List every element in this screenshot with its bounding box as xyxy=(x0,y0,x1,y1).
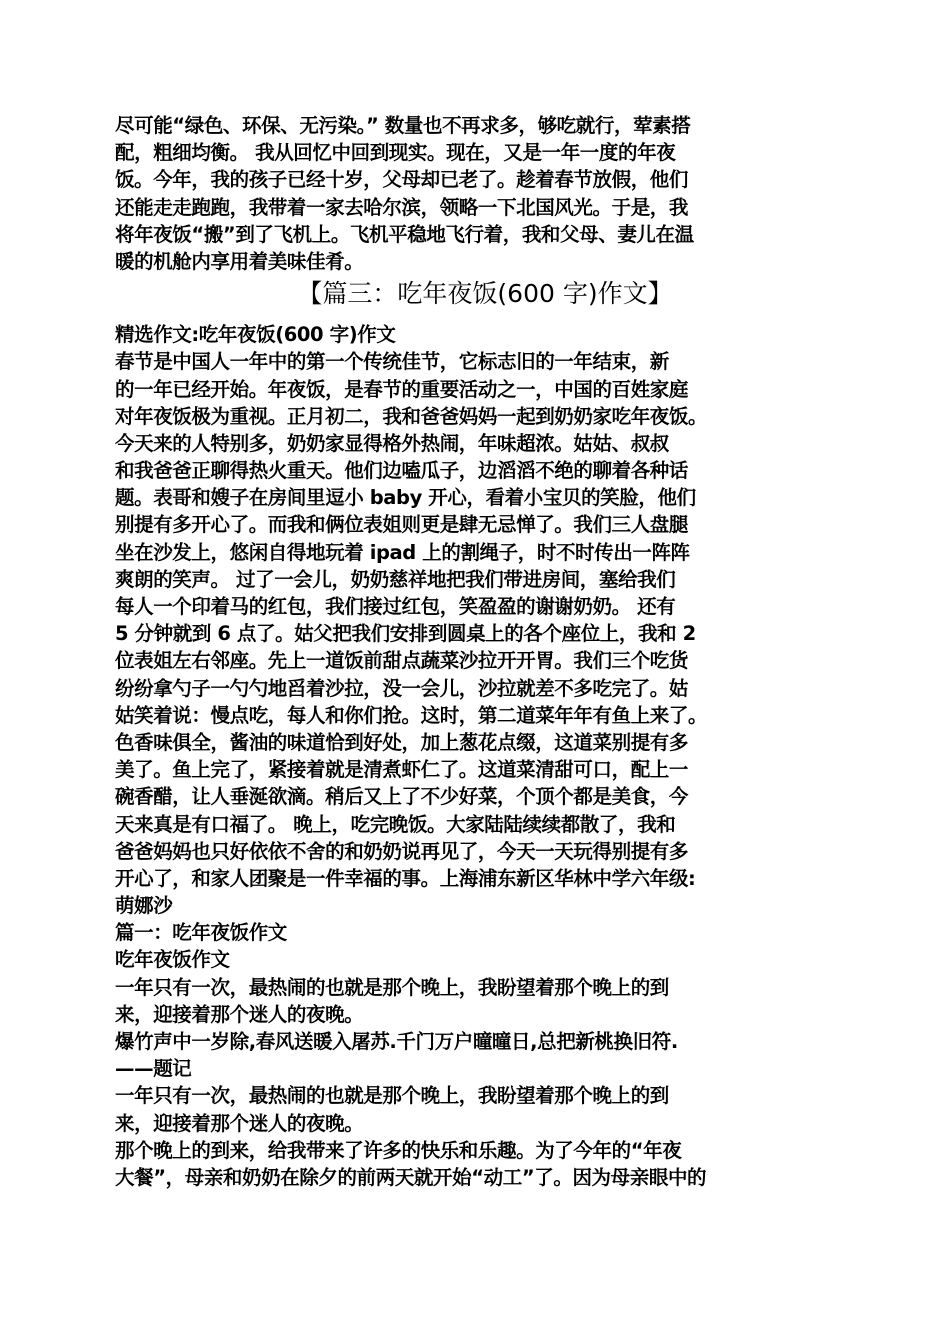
text-line: 今天来的人特别多，奶奶家显得格外热闹，年味超浓。姑姑、叔叔 xyxy=(115,431,669,455)
text-line: 将年夜饭“搬”到了飞机上。飞机平稳地飞行着，我和父母、妻儿在温 xyxy=(115,222,694,246)
intro-paragraph xyxy=(115,112,855,275)
text-line: 大餐”，母亲和奶奶在除夕的前两天就开始“动工”了。因为母亲眼中的 xyxy=(115,1165,707,1189)
section-heading: 篇一：吃年夜饭作文 xyxy=(115,921,287,945)
poem-line: 爆竹声中一岁除,春风送暖入屠苏.千门万户曈曈日,总把新桃换旧符. xyxy=(115,1030,678,1053)
text-line: 题。表哥和嫂子在房间里逗小 baby 开心，看着小宝贝的笑脸，他们 xyxy=(115,486,696,510)
text-line: 暖的机舱内享用着美味佳肴。 xyxy=(115,249,364,273)
text-line: 天来真是有口福了。 晚上，吃完晚饭。大家陆陆续续都散了，我和 xyxy=(115,812,676,836)
text-line: 对年夜饭极为重视。正月初二，我和爸爸妈妈一起到奶奶家吃年夜饭。 xyxy=(115,404,708,428)
text-line: 别提有多开心了。而我和俩位表姐则更是肆无忌惮了。我们三人盘腿 xyxy=(115,513,689,537)
text-line: 那个晚上的到来，给我带来了许多的快乐和乐趣。为了今年的“年夜 xyxy=(115,1138,682,1162)
text-line: 坐在沙发上，悠闲自得地玩着 ipad 上的割绳子，时不时传出一阵阵 xyxy=(115,540,690,564)
text-line: 饭。今年，我的孩子已经十岁，父母却已老了。趁着春节放假，他们 xyxy=(115,168,689,192)
text-line: 尽可能“绿色、环保、无污染。” 数量也不再求多，够吃就行，荤素搭 xyxy=(115,114,691,137)
text-line: 春节是中国人一年中的第一个传统佳节，它标志旧的一年结束，新 xyxy=(115,350,669,374)
text-line: 一年只有一次，最热闹的也就是那个晚上，我盼望着那个晚上的到 xyxy=(115,975,669,999)
text-line: 和我爸爸正聊得热火重天。他们边嗑瓜子，边滔滔不绝的聊着各种话 xyxy=(115,459,689,483)
essay-body xyxy=(115,321,855,1191)
text-line: 配，粗细均衡。 我从回忆中回到现实。现在，又是一年一度的年夜 xyxy=(115,141,676,165)
essay-subtitle: 精选作文:吃年夜饭(600 字)作文 xyxy=(115,323,396,347)
text-line: 一年只有一次，最热闹的也就是那个晚上，我盼望着那个晚上的到 xyxy=(115,1084,669,1108)
text-line: 5 分钟就到 6 点了。姑父把我们安排到圆桌上的各个座位上，我和 2 xyxy=(115,622,696,646)
text-line: 还能走走跑跑，我带着一家去哈尔滨，领略一下北国风光。于是，我 xyxy=(115,195,689,219)
text-line: 位表姐左右邻座。先上一道饭前甜点蔬菜沙拉开开胃。我们三个吃货 xyxy=(115,649,689,673)
text-line: 纷纷拿勺子一勺勺地舀着沙拉，没一会儿，沙拉就差不多吃完了。姑 xyxy=(115,676,689,700)
essay-subtitle: 吃年夜饭作文 xyxy=(115,948,230,972)
text-line: 每人一个印着马的红包，我们接过红包，笑盈盈的谢谢奶奶。 还有 xyxy=(115,595,676,618)
document-page xyxy=(115,112,855,1191)
text-line: 色香味俱全，酱油的味道恰到好处，加上葱花点缀，这道菜别提有多 xyxy=(115,730,689,754)
epigraph-label: ——题记 xyxy=(115,1057,192,1081)
text-line: 的一年已经开始。年夜饭，是春节的重要活动之一，中国的百姓家庭 xyxy=(115,377,689,401)
text-line: 来，迎接着那个迷人的夜晚。 xyxy=(115,1111,364,1135)
text-line: 爽朗的笑声。 过了一会儿，奶奶慈祥地把我们带进房间，塞给我们 xyxy=(115,567,676,591)
text-line: 姑笑着说：慢点吃，每人和你们抢。这时，第二道菜年年有鱼上来了。 xyxy=(115,703,708,727)
text-line: 美了。鱼上完了，紧接着就是清煮虾仁了。这道菜清甜可口，配上一 xyxy=(115,758,689,782)
text-line: 萌娜沙 xyxy=(115,894,173,918)
text-line: 碗香醋，让人垂涎欲滴。稍后又上了不少好菜，个顶个都是美食，今 xyxy=(115,785,689,809)
section-title: 【篇三：吃年夜饭(600 字)作文】 xyxy=(297,279,673,309)
text-line: 爸爸妈妈也只好依依不舍的和奶奶说再见了，今天一天玩得别提有多 xyxy=(115,839,689,863)
text-line: 来，迎接着那个迷人的夜晚。 xyxy=(115,1002,364,1026)
text-line: 开心了，和家人团聚是一件幸福的事。上海浦东新区华林中学六年级: xyxy=(115,866,696,890)
